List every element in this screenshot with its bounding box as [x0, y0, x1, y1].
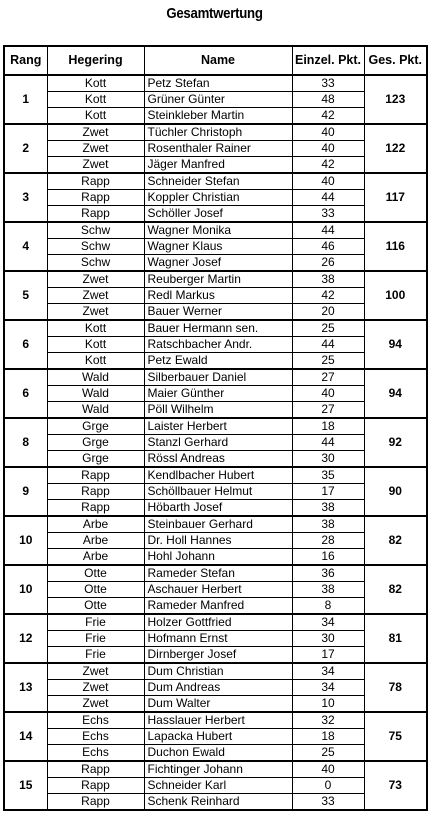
- rank-cell: 12: [4, 614, 47, 663]
- rank-cell: 4: [4, 222, 47, 271]
- table-row: [4, 190, 427, 206]
- total-cell: 73: [364, 761, 427, 810]
- points-cell: 34: [292, 614, 364, 631]
- table-row: [4, 549, 427, 566]
- name-cell: Höbarth Josef: [144, 500, 292, 517]
- table-row: [4, 729, 427, 745]
- hegering-cell: Otte: [47, 598, 144, 615]
- rank-cell: 9: [4, 467, 47, 516]
- total-cell: 82: [364, 516, 427, 565]
- hegering-cell: Zwet: [47, 663, 144, 680]
- rank-cell: 6: [4, 320, 47, 369]
- name-cell: Rameder Stefan: [144, 565, 292, 582]
- points-cell: 26: [292, 255, 364, 272]
- table-row: [4, 614, 427, 631]
- table-row: [4, 353, 427, 370]
- points-cell: 38: [292, 500, 364, 517]
- points-cell: 25: [292, 353, 364, 370]
- hegering-cell: Grge: [47, 418, 144, 435]
- header-row: [4, 46, 427, 75]
- total-cell: 81: [364, 614, 427, 663]
- total-cell: 78: [364, 663, 427, 712]
- table-row: [4, 92, 427, 108]
- table-row: [4, 124, 427, 141]
- rank-cell: 10: [4, 516, 47, 565]
- points-cell: 40: [292, 141, 364, 157]
- points-cell: 32: [292, 712, 364, 729]
- name-cell: Tüchler Christoph: [144, 124, 292, 141]
- table-row: [4, 565, 427, 582]
- name-cell: Fichtinger Johann: [144, 761, 292, 778]
- table-row: [4, 435, 427, 451]
- name-cell: Hofmann Ernst: [144, 631, 292, 647]
- total-cell: 94: [364, 320, 427, 369]
- table-row: [4, 745, 427, 762]
- points-cell: 44: [292, 222, 364, 239]
- points-cell: 38: [292, 582, 364, 598]
- rank-cell: 8: [4, 418, 47, 467]
- total-cell: 122: [364, 124, 427, 173]
- points-cell: 42: [292, 288, 364, 304]
- points-cell: 44: [292, 190, 364, 206]
- total-cell: 92: [364, 418, 427, 467]
- points-cell: 25: [292, 320, 364, 337]
- table-row: [4, 794, 427, 811]
- table-row: [4, 696, 427, 713]
- total-cell: 82: [364, 565, 427, 614]
- name-cell: Schneider Stefan: [144, 173, 292, 190]
- table-row: [4, 141, 427, 157]
- rank-cell: 14: [4, 712, 47, 761]
- rank-cell: 3: [4, 173, 47, 222]
- hegering-cell: Rapp: [47, 794, 144, 811]
- name-cell: Duchon Ewald: [144, 745, 292, 762]
- points-cell: 20: [292, 304, 364, 321]
- hegering-cell: Rapp: [47, 173, 144, 190]
- hegering-cell: Frie: [47, 614, 144, 631]
- name-cell: Grüner Günter: [144, 92, 292, 108]
- points-cell: 18: [292, 418, 364, 435]
- table-row: [4, 598, 427, 615]
- hegering-cell: Rapp: [47, 500, 144, 517]
- name-cell: Dum Walter: [144, 696, 292, 713]
- name-cell: Schöller Josef: [144, 206, 292, 223]
- table-row: [4, 320, 427, 337]
- results-body: [4, 75, 427, 810]
- name-cell: Wagner Klaus: [144, 239, 292, 255]
- total-cell: 90: [364, 467, 427, 516]
- points-cell: 35: [292, 467, 364, 484]
- hegering-cell: Zwet: [47, 141, 144, 157]
- hegering-cell: Rapp: [47, 484, 144, 500]
- rank-cell: 2: [4, 124, 47, 173]
- name-cell: Kendlbacher Hubert: [144, 467, 292, 484]
- hegering-cell: Rapp: [47, 190, 144, 206]
- header-total: Ges. Pkt.: [364, 46, 427, 75]
- points-cell: 30: [292, 631, 364, 647]
- table-row: [4, 386, 427, 402]
- name-cell: Redl Markus: [144, 288, 292, 304]
- points-cell: 28: [292, 533, 364, 549]
- rank-cell: 13: [4, 663, 47, 712]
- hegering-cell: Kott: [47, 75, 144, 92]
- table-row: [4, 712, 427, 729]
- name-cell: Bauer Hermann sen.: [144, 320, 292, 337]
- table-row: [4, 533, 427, 549]
- table-row: [4, 582, 427, 598]
- points-cell: 36: [292, 565, 364, 582]
- hegering-cell: Grge: [47, 435, 144, 451]
- table-row: [4, 761, 427, 778]
- hegering-cell: Kott: [47, 337, 144, 353]
- points-cell: 8: [292, 598, 364, 615]
- points-cell: 17: [292, 647, 364, 664]
- name-cell: Dr. Holl Hannes: [144, 533, 292, 549]
- hegering-cell: Otte: [47, 582, 144, 598]
- name-cell: Hohl Johann: [144, 549, 292, 566]
- points-cell: 33: [292, 794, 364, 811]
- name-cell: Maier Günther: [144, 386, 292, 402]
- name-cell: Laister Herbert: [144, 418, 292, 435]
- rank-cell: 10: [4, 565, 47, 614]
- table-row: [4, 402, 427, 419]
- name-cell: Rosenthaler Rainer: [144, 141, 292, 157]
- name-cell: Hasslauer Herbert: [144, 712, 292, 729]
- table-row: [4, 647, 427, 664]
- points-cell: 16: [292, 549, 364, 566]
- name-cell: Holzer Gottfried: [144, 614, 292, 631]
- name-cell: Wagner Josef: [144, 255, 292, 272]
- points-cell: 40: [292, 173, 364, 190]
- points-cell: 25: [292, 745, 364, 762]
- hegering-cell: Zwet: [47, 288, 144, 304]
- points-cell: 42: [292, 108, 364, 125]
- name-cell: Dirnberger Josef: [144, 647, 292, 664]
- points-cell: 30: [292, 451, 364, 468]
- table-row: [4, 418, 427, 435]
- points-cell: 46: [292, 239, 364, 255]
- table-row: [4, 206, 427, 223]
- name-cell: Stanzl Gerhard: [144, 435, 292, 451]
- points-cell: 34: [292, 663, 364, 680]
- points-cell: 27: [292, 402, 364, 419]
- table-row: [4, 173, 427, 190]
- page-title: Gesamtwertung: [166, 5, 263, 22]
- table-row: [4, 271, 427, 288]
- hegering-cell: Zwet: [47, 696, 144, 713]
- hegering-cell: Grge: [47, 451, 144, 468]
- hegering-cell: Kott: [47, 92, 144, 108]
- table-row: [4, 222, 427, 239]
- name-cell: Ratschbacher Andr.: [144, 337, 292, 353]
- table-row: [4, 500, 427, 517]
- total-cell: 75: [364, 712, 427, 761]
- hegering-cell: Rapp: [47, 467, 144, 484]
- name-cell: Pöll Wilhelm: [144, 402, 292, 419]
- table-row: [4, 778, 427, 794]
- table-row: [4, 255, 427, 272]
- rank-cell: 6: [4, 369, 47, 418]
- name-cell: Steinbauer Gerhard: [144, 516, 292, 533]
- hegering-cell: Zwet: [47, 680, 144, 696]
- name-cell: Petz Stefan: [144, 75, 292, 92]
- points-cell: 44: [292, 337, 364, 353]
- hegering-cell: Echs: [47, 745, 144, 762]
- rank-cell: 15: [4, 761, 47, 810]
- name-cell: Steinkleber Martin: [144, 108, 292, 125]
- total-cell: 100: [364, 271, 427, 320]
- hegering-cell: Frie: [47, 647, 144, 664]
- table-row: [4, 631, 427, 647]
- name-cell: Rössl Andreas: [144, 451, 292, 468]
- header-hegering: Hegering: [47, 46, 144, 75]
- points-cell: 42: [292, 157, 364, 174]
- table-row: [4, 467, 427, 484]
- table-row: [4, 663, 427, 680]
- table-row: [4, 75, 427, 92]
- table-row: [4, 451, 427, 468]
- rank-cell: 1: [4, 75, 47, 124]
- name-cell: Dum Christian: [144, 663, 292, 680]
- hegering-cell: Otte: [47, 565, 144, 582]
- points-cell: 18: [292, 729, 364, 745]
- name-cell: Rameder Manfred: [144, 598, 292, 615]
- points-cell: 48: [292, 92, 364, 108]
- hegering-cell: Zwet: [47, 271, 144, 288]
- rank-cell: 5: [4, 271, 47, 320]
- points-cell: 40: [292, 386, 364, 402]
- table-row: [4, 680, 427, 696]
- points-cell: 27: [292, 369, 364, 386]
- points-cell: 10: [292, 696, 364, 713]
- name-cell: Bauer Werner: [144, 304, 292, 321]
- hegering-cell: Wald: [47, 369, 144, 386]
- points-cell: 38: [292, 271, 364, 288]
- points-cell: 33: [292, 75, 364, 92]
- name-cell: Silberbauer Daniel: [144, 369, 292, 386]
- name-cell: Schneider Karl: [144, 778, 292, 794]
- hegering-cell: Kott: [47, 320, 144, 337]
- points-cell: 0: [292, 778, 364, 794]
- points-cell: 44: [292, 435, 364, 451]
- hegering-cell: Arbe: [47, 533, 144, 549]
- header-name: Name: [144, 46, 292, 75]
- hegering-cell: Kott: [47, 108, 144, 125]
- name-cell: Petz Ewald: [144, 353, 292, 370]
- hegering-cell: Wald: [47, 402, 144, 419]
- points-cell: 34: [292, 680, 364, 696]
- table-row: [4, 484, 427, 500]
- table-row: [4, 516, 427, 533]
- total-cell: 117: [364, 173, 427, 222]
- hegering-cell: Arbe: [47, 516, 144, 533]
- points-cell: 17: [292, 484, 364, 500]
- table-row: [4, 369, 427, 386]
- table-row: [4, 157, 427, 174]
- hegering-cell: Wald: [47, 386, 144, 402]
- hegering-cell: Zwet: [47, 124, 144, 141]
- table-row: [4, 108, 427, 125]
- hegering-cell: Echs: [47, 712, 144, 729]
- name-cell: Aschauer Herbert: [144, 582, 292, 598]
- hegering-cell: Schw: [47, 222, 144, 239]
- name-cell: Schöllbauer Helmut: [144, 484, 292, 500]
- points-cell: 38: [292, 516, 364, 533]
- name-cell: Koppler Christian: [144, 190, 292, 206]
- name-cell: Jäger Manfred: [144, 157, 292, 174]
- results-table: [3, 45, 428, 811]
- header-points: Einzel. Pkt.: [292, 46, 364, 75]
- name-cell: Wagner Monika: [144, 222, 292, 239]
- table-row: [4, 304, 427, 321]
- name-cell: Lapacka Hubert: [144, 729, 292, 745]
- points-cell: 40: [292, 124, 364, 141]
- hegering-cell: Echs: [47, 729, 144, 745]
- hegering-cell: Zwet: [47, 157, 144, 174]
- name-cell: Schenk Reinhard: [144, 794, 292, 811]
- name-cell: Dum Andreas: [144, 680, 292, 696]
- total-cell: 116: [364, 222, 427, 271]
- hegering-cell: Schw: [47, 239, 144, 255]
- points-cell: 40: [292, 761, 364, 778]
- hegering-cell: Rapp: [47, 778, 144, 794]
- hegering-cell: Arbe: [47, 549, 144, 566]
- table-row: [4, 239, 427, 255]
- header-rank: Rang: [4, 46, 47, 75]
- total-cell: 123: [364, 75, 427, 124]
- hegering-cell: Kott: [47, 353, 144, 370]
- name-cell: Reuberger Martin: [144, 271, 292, 288]
- hegering-cell: Rapp: [47, 761, 144, 778]
- hegering-cell: Frie: [47, 631, 144, 647]
- hegering-cell: Schw: [47, 255, 144, 272]
- table-row: [4, 337, 427, 353]
- points-cell: 33: [292, 206, 364, 223]
- hegering-cell: Zwet: [47, 304, 144, 321]
- table-row: [4, 288, 427, 304]
- total-cell: 94: [364, 369, 427, 418]
- hegering-cell: Rapp: [47, 206, 144, 223]
